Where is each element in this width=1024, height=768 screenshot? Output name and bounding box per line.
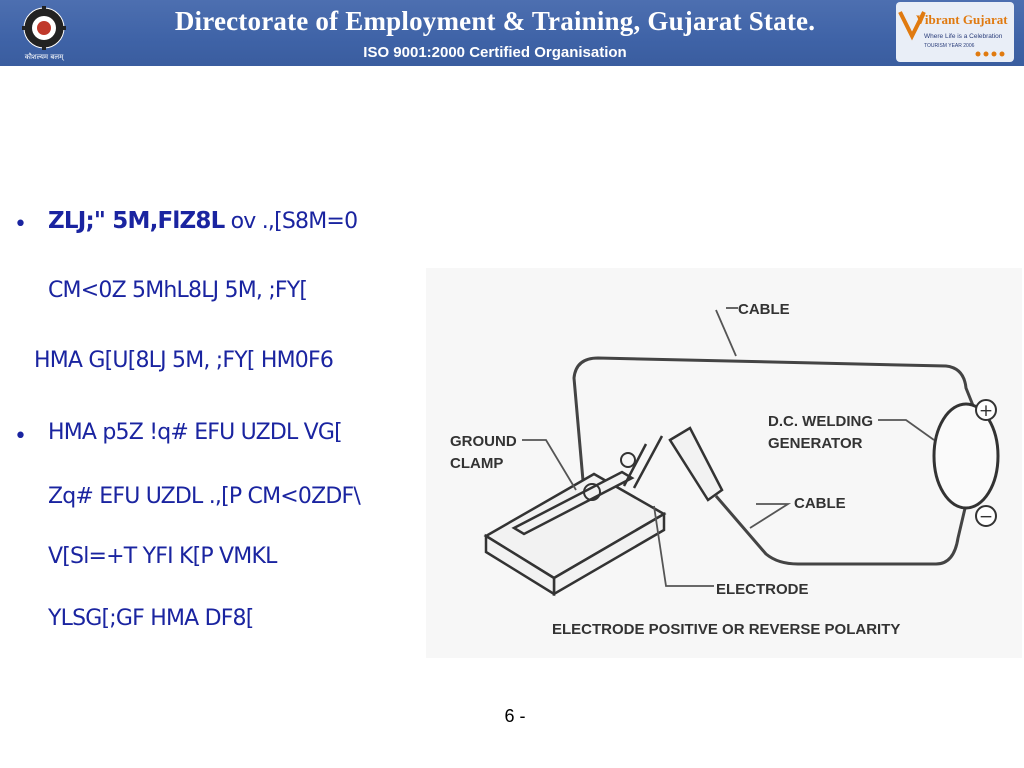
header-banner (0, 0, 1024, 66)
bullet2-line3: V[Sl=+T YFI K[P VMKL (48, 544, 277, 569)
bullet1-bold-text: ZLJ;" 5M,FlZ8L (48, 208, 225, 234)
bullet1-line3: HMA G[U[8LJ 5M, ;FY[ HM0F6 (34, 348, 334, 373)
bullet1-rest-text: ov .,[S8M=0 (224, 209, 358, 234)
bullet-marker-2: • (14, 424, 27, 449)
bullet2-line1: HMA p5Z !q# EFU UZDL VG[ (48, 420, 342, 445)
banner-title: Directorate of Employment & Training, Gujarat State. (174, 6, 816, 36)
label-electrode: ELECTRODE (716, 581, 809, 598)
label-cable-top: CABLE (738, 301, 790, 318)
page-number: 6 - (504, 706, 526, 726)
label-cable-bottom: CABLE (794, 495, 846, 512)
minus-sign: − (978, 507, 994, 527)
label-dc-welding: D.C. WELDING (768, 413, 873, 430)
bullet2-line2: Zq# EFU UZDL .,[P CM<0ZDF\ (48, 484, 360, 509)
plus-sign: + (978, 401, 994, 421)
vibrant-gujarat-year: TOURISM YEAR 2006 (924, 43, 975, 49)
bullet1-line1 (48, 208, 357, 234)
bullet1-line2: CM<0Z 5MhL8LJ 5M, ;FY[ (48, 278, 308, 303)
banner-subtitle: ISO 9001:2000 Certified Organisation (363, 44, 627, 61)
vibrant-gujarat-logo-text: Vibrant Gujarat (916, 12, 1008, 27)
emblem-logo-text: कौशल्यम बलम् (24, 53, 64, 61)
bullet-marker-1: • (14, 212, 27, 237)
vibrant-gujarat-tagline: Where Life is a Celebration (924, 33, 1003, 40)
label-generator: GENERATOR (768, 435, 863, 452)
welding-polarity-diagram (426, 268, 1022, 658)
label-ground: GROUND (450, 433, 517, 450)
vibrant-gujarat-logo (896, 2, 1014, 62)
label-clamp: CLAMP (450, 455, 504, 472)
bullet2-line4: YLSG[;GF HMA DF8[ (48, 606, 254, 631)
diagram-caption: ELECTRODE POSITIVE OR REVERSE POLARITY (552, 621, 901, 638)
